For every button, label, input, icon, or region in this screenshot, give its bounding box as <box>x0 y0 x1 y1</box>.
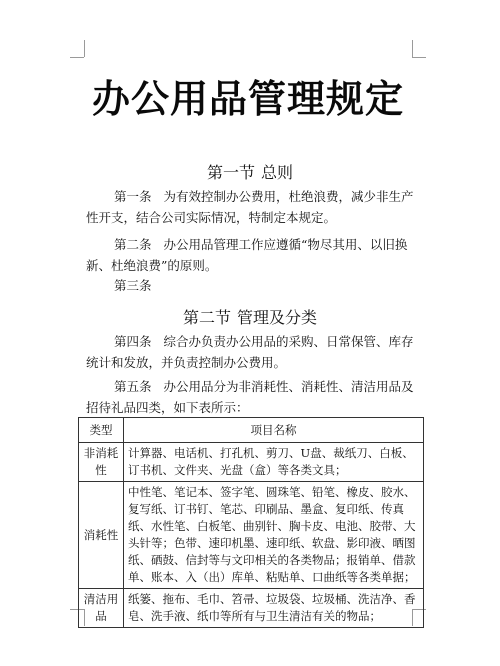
section-number: 第一节 <box>206 163 255 182</box>
section-heading-general <box>0 160 500 183</box>
article-2 <box>86 234 418 276</box>
supplies-category-table <box>78 417 424 628</box>
article-text: 综合办负责办公用品的采购、日常保管、库存统计和发放，并负责控制办公费用。 <box>86 334 414 370</box>
category-cell: 消耗性 <box>79 482 124 589</box>
crop-mark-top-left <box>84 40 85 57</box>
crop-mark-top-right <box>412 40 413 57</box>
article-3 <box>86 275 418 296</box>
document-title: 办公用品管理规定 <box>92 77 405 121</box>
article-label: 第四条 <box>114 334 152 349</box>
section-name: 总则 <box>261 163 294 182</box>
section-number: 第二节 <box>182 308 231 327</box>
article-text: 办公用品管理工作应遵循“物尽其用、以旧换新、杜绝浪费”的原则。 <box>86 237 408 273</box>
table-header-row <box>79 418 424 443</box>
category-cell: 非消耗性 <box>79 443 124 482</box>
section-name: 管理及分类 <box>237 308 318 327</box>
article-1 <box>86 186 418 228</box>
article-4 <box>86 331 418 373</box>
column-header-items: 项目名称 <box>124 418 424 443</box>
table-row <box>79 443 424 482</box>
article-label: 第一条 <box>114 189 152 204</box>
article-label: 第五条 <box>114 379 152 394</box>
section-heading-management <box>0 305 500 328</box>
table-row <box>79 589 424 628</box>
items-cell: 中性笔、笔记本、签字笔、圆珠笔、铅笔、橡皮、胶水、复写纸、订书钉、笔芯、印刷品、墨盒、复印纸、传真纸、水性笔、白板笔、曲别针、胸卡皮、电池、胶带、大头针等；色带、速印机墨、速印纸、软盘、影印液、晒图纸、硒鼓、信封等与文印相关的各类物品；报销单、借款单、账本、入（出）库单、粘贴单、口曲纸等各类单据； <box>124 482 424 589</box>
category-cell: 清洁用品 <box>79 589 124 628</box>
crop-mark-top-left <box>70 57 84 58</box>
table-row <box>79 482 424 589</box>
column-header-type: 类型 <box>79 418 124 443</box>
items-cell: 纸篓、拖布、毛巾、笤帚、垃圾袋、垃圾桶、洗洁净、香皂、洗手液、纸巾等所有与卫生清洁有关的物品； <box>124 589 424 628</box>
article-label: 第三条 <box>114 278 152 293</box>
article-5 <box>86 376 418 418</box>
crop-mark-top-right <box>412 57 426 58</box>
article-text: 办公用品分为非消耗性、消耗性、清洁用品及招待礼品四类，如下表所示： <box>86 379 414 415</box>
items-cell: 计算器、电话机、打孔机、剪刀、U盘、裁纸刀、白板、订书机、文件夹、光盘（盒）等各类文具； <box>124 443 424 482</box>
article-text: 为有效控制办公费用，杜绝浪费，减少非生产性开支，结合公司实际情况，特制定本规定。 <box>86 189 414 225</box>
article-label: 第二条 <box>114 237 152 252</box>
